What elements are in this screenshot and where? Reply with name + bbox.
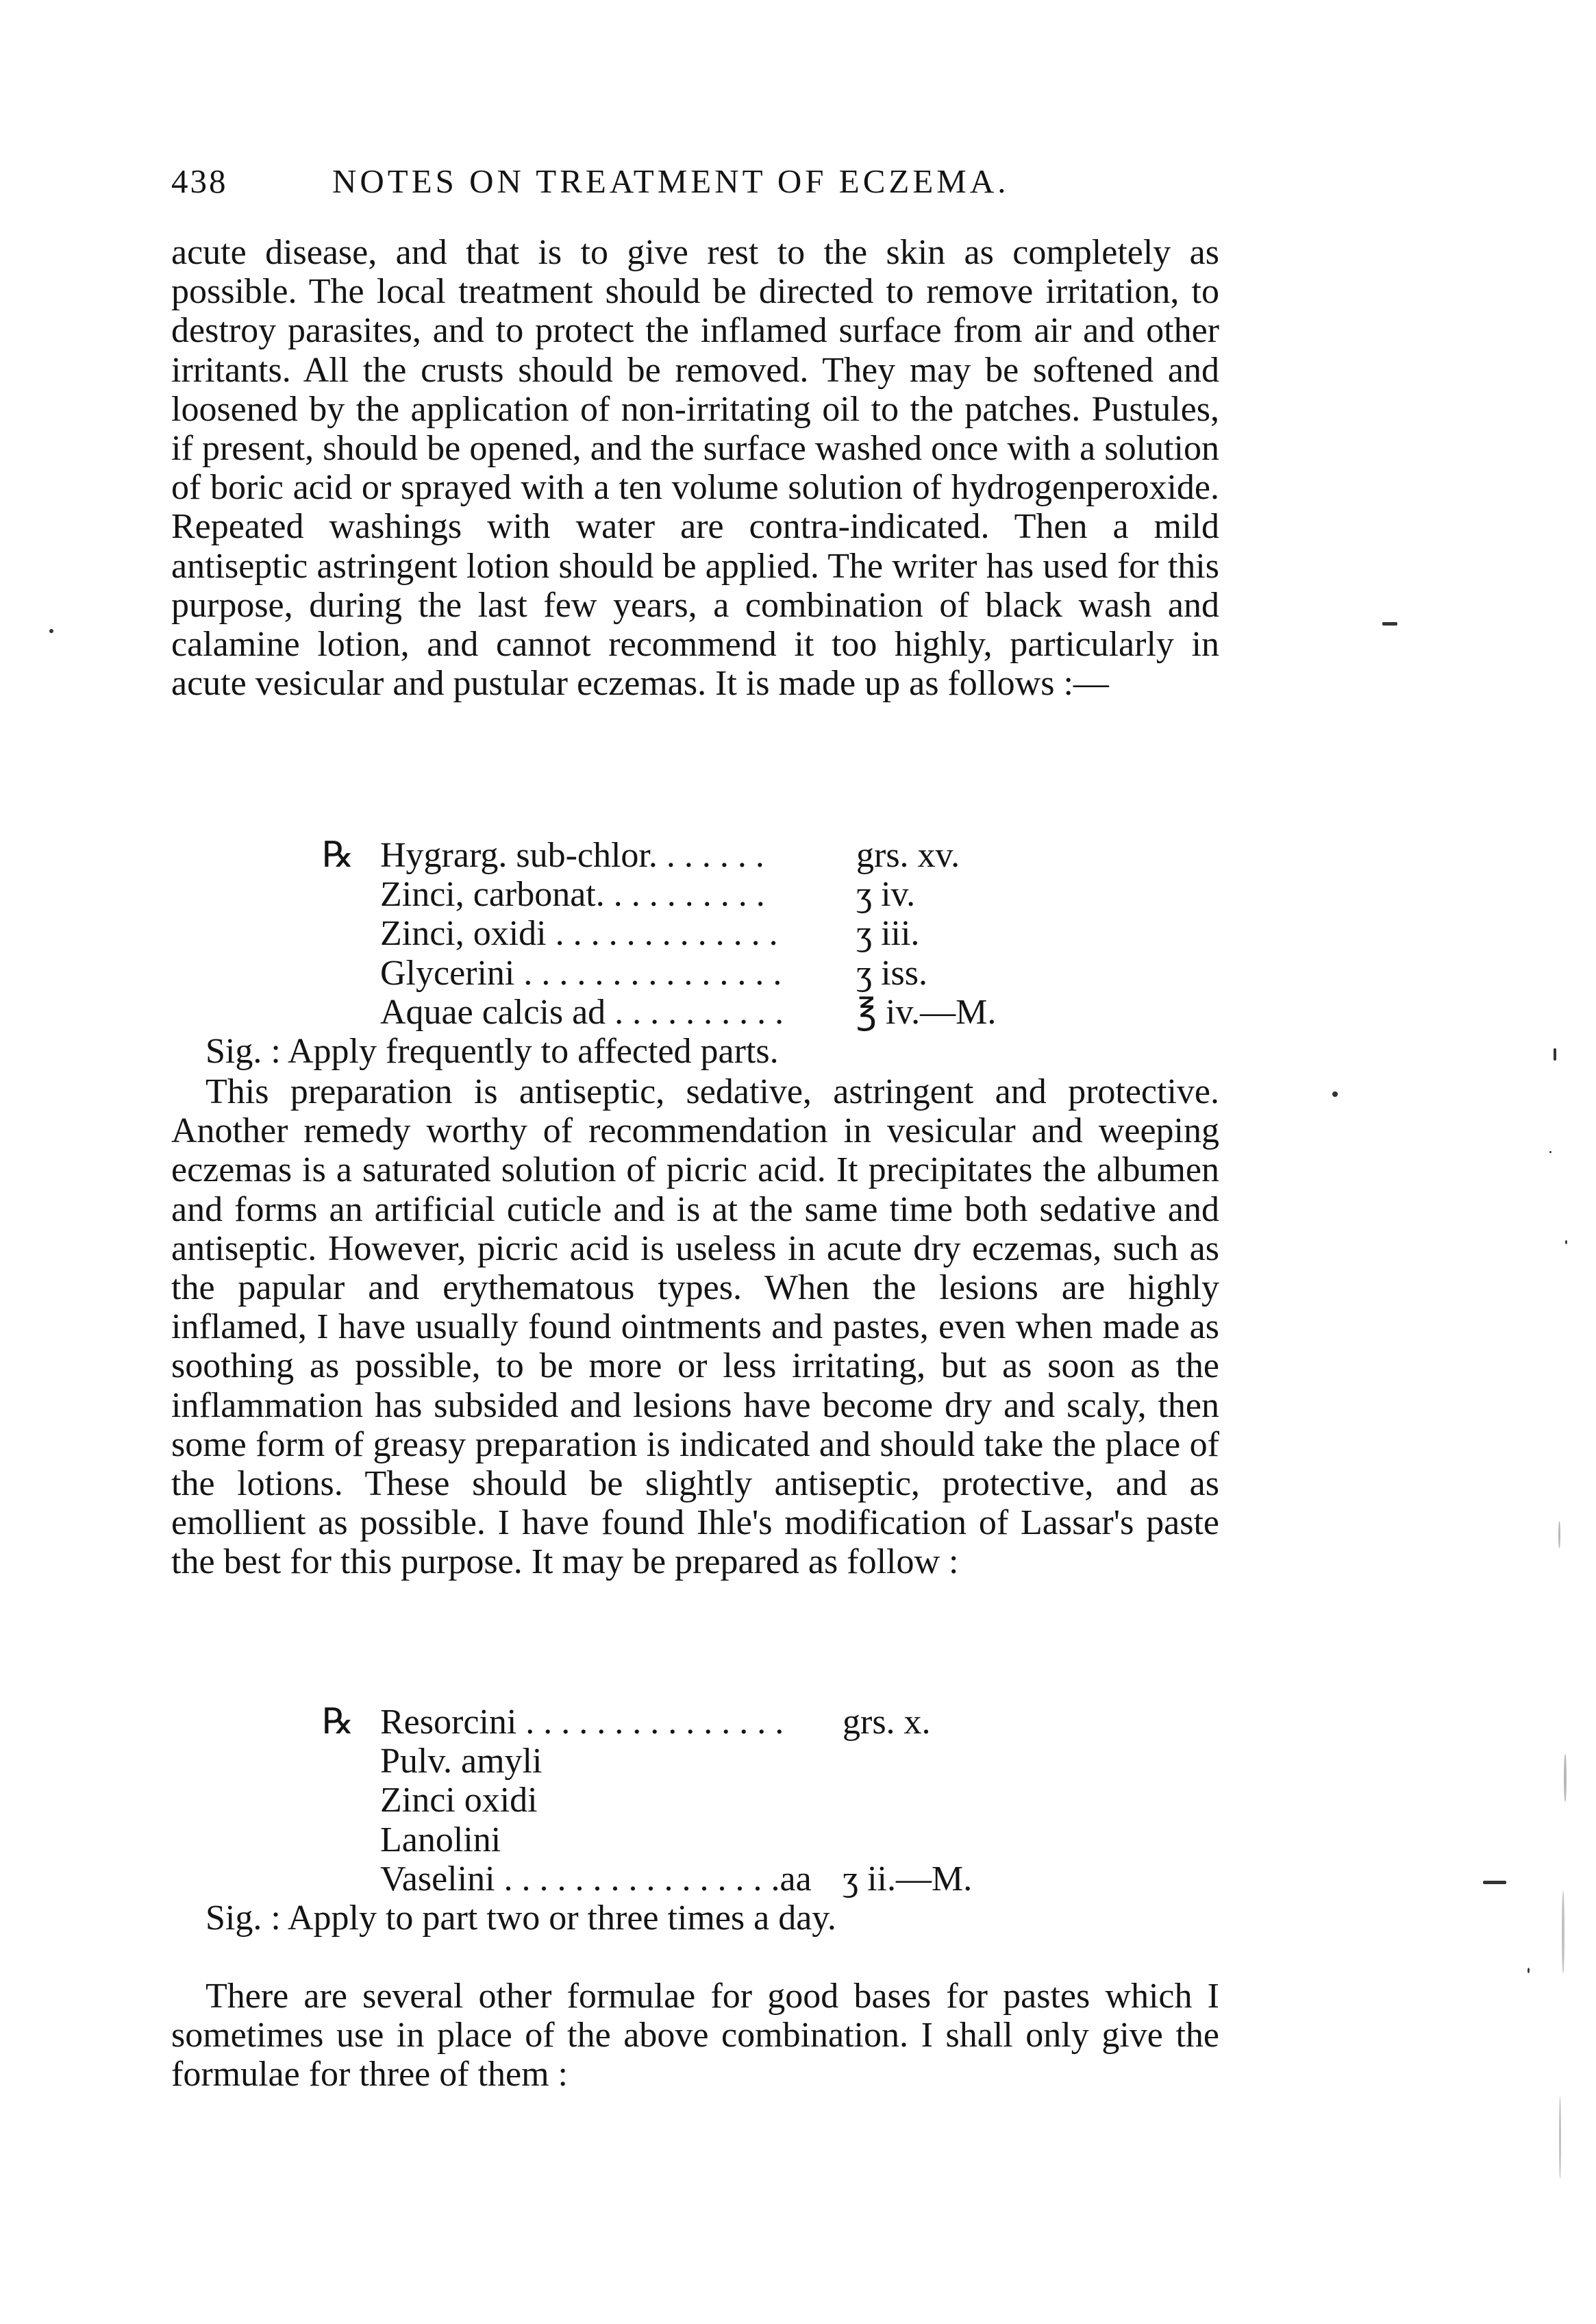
scan-speck	[1565, 1240, 1567, 1244]
ingredient-dose: ʒ ii.—M.	[843, 1859, 973, 1899]
ingredient-name: Zinci, oxidi . . . . . . . . . . . . .	[380, 914, 778, 954]
scan-speck	[1549, 1151, 1551, 1153]
ingredient-dose: ʒ iii.	[856, 914, 920, 954]
paragraph-2: This preparation is antiseptic, sedative, astringent and protective. Another remedy worthy of recommendation in vesicular and weeping eczemas is a saturated solution of picric acid. It precipitates the albumen and forms an artificial cuticle and is at the same time both sedative and antiseptic. However, picric acid is useless in acute dry eczemas, such as the papular and erythematous types. When the lesions are highly inflamed, I have usually found ointments and pastes, even when made as soothing as possible, to be more or less irritating, but as soon as the inflammation has subsided and lesions have become dry and scaly, then some form of greasy preparation is indicated and should take the place of the lotions. These should be slightly antiseptic, protective, and as emollient as possible. I have found Ihle's modification of Lassar's paste the best for this purpose. It may be prepared as follow :	[171, 1072, 1219, 1582]
scan-speck	[1528, 1968, 1530, 1973]
ingredient-dose: grs. xv.	[856, 836, 960, 875]
ingredient-name: Lanolini	[380, 1820, 501, 1859]
ingredient-dose: ʒ iv.	[856, 875, 916, 915]
page-number: 438	[171, 162, 228, 200]
scan-speck	[1558, 1521, 1560, 1548]
signa-1: Sig. : Apply frequently to affected parts.	[205, 1032, 779, 1071]
running-header	[171, 162, 1240, 210]
ingredient-name: Vaselini . . . . . . . . . . . . . . . .aa	[380, 1859, 812, 1899]
ingredient-dose: grs. x.	[843, 1703, 931, 1742]
signa-2: Sig. : Apply to part two or three times a day.	[205, 1899, 836, 1938]
scan-speck	[1564, 1754, 1567, 1802]
scan-speck	[1332, 1091, 1338, 1097]
scan-speck	[1562, 1891, 1564, 1973]
rx-symbol: ℞	[322, 1703, 354, 1742]
ingredient-name: Resorcini . . . . . . . . . . . . . . .	[380, 1703, 784, 1742]
scan-speck	[1483, 1881, 1506, 1884]
ingredient-name: Zinci oxidi	[380, 1781, 538, 1820]
running-title: NOTES ON TREATMENT OF ECZEMA.	[332, 162, 1010, 200]
scan-speck	[1559, 2097, 1561, 2179]
scan-speck	[1554, 1048, 1556, 1061]
ingredient-dose: ʒ iss.	[856, 953, 927, 993]
ingredient-dose: ℥ iv.—M.	[856, 992, 997, 1032]
paragraph-3: There are several other formulae for good bases for pastes which I sometimes use in place of the above combination. I shall only give the formulae for three of them :	[171, 1977, 1219, 2094]
paragraph-1: acute disease, and that is to give rest to the skin as completely as possible. The local treatment should be directed to remove irritation, to destroy parasites, and to protect the inflamed surface from air and other irritants. All the crusts should be removed. They may be softened and loosened by the application of non-irritating oil to the patches. Pustules, if present, should be opened, and the surface washed once with a solution of boric acid or sprayed with a ten volume solution of hydrogenperoxide. Repeated washings with water are contra-indicated. Then a mild antiseptic astringent lotion should be applied. The writer has used for this purpose, during the last few years, a combination of black wash and calamine lotion, and cannot recommend it too highly, particularly in acute vesicular and pustular eczemas. It is made up as follows :—	[171, 233, 1219, 704]
ingredient-name: Hygrarg. sub-chlor. . . . . . .	[380, 836, 764, 875]
scan-speck	[1382, 622, 1397, 626]
ingredient-name: Glycerini . . . . . . . . . . . . . . .	[380, 953, 782, 993]
ingredient-name: Pulv. amyli	[380, 1742, 543, 1781]
ingredient-name: Aquae calcis ad . . . . . . . . . .	[380, 992, 784, 1032]
scan-speck	[49, 629, 53, 633]
rx-symbol: ℞	[322, 836, 354, 875]
ingredient-name: Zinci, carbonat. . . . . . . . . .	[380, 875, 765, 915]
